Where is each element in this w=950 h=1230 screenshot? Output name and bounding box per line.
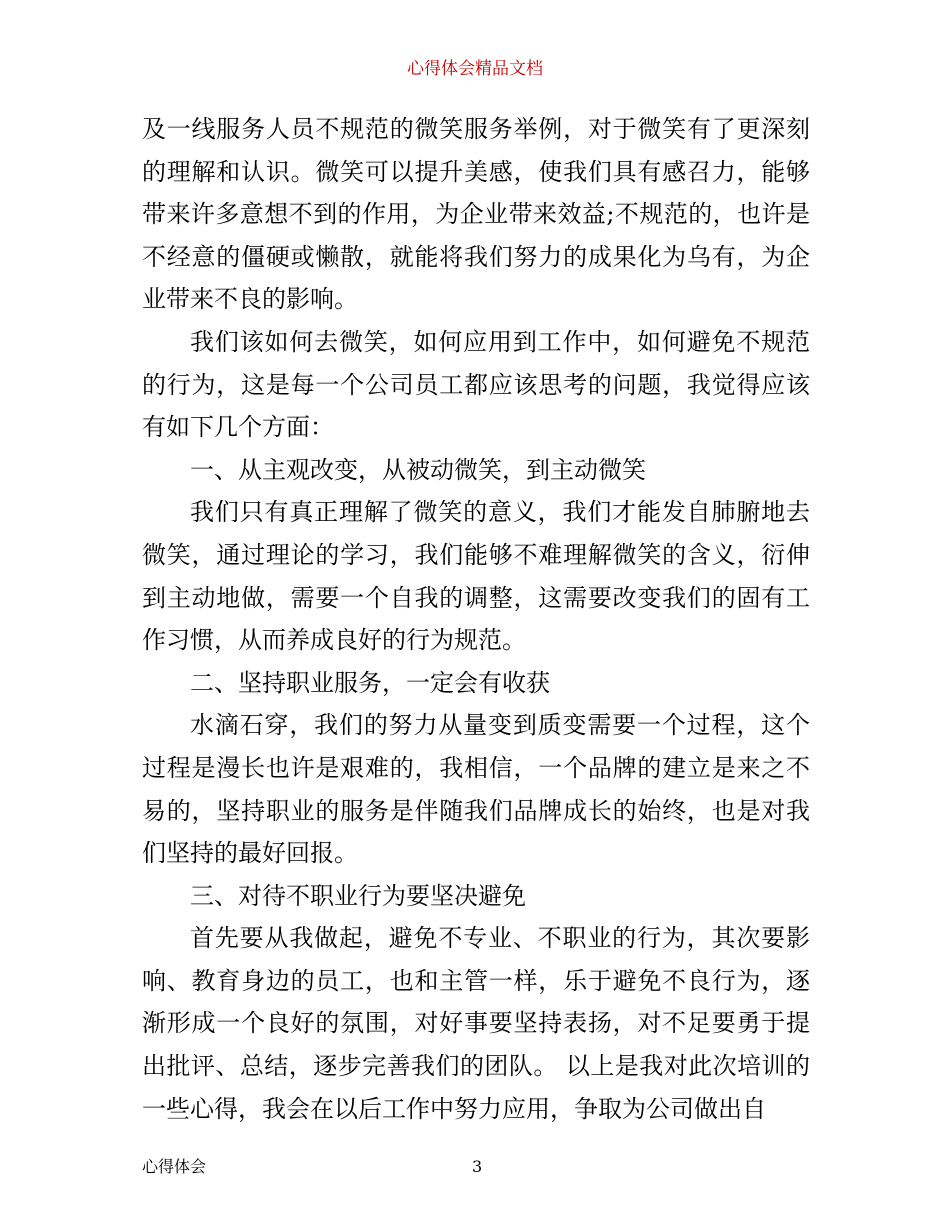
paragraph-section-3: 首先要从我做起，避免不专业、不职业的行为，其次要影响、教育身边的员工，也和主管一样，乐于避免不良行为，逐渐形成一个良好的氛围，对好事要坚持表扬，对不足要勇于提出批评、总结，逐步完善我们的团队。 以上是我对此次培训的一些心得，我会在以后工作中努力应用，争取为公司做出自 [142,924,810,1123]
footer-label: 心得体会 [142,1157,207,1176]
page-header-title: 心得体会精品文档 [407,59,543,79]
document-body [142,108,810,1130]
section-heading-2: 二、坚持职业服务，一定会有收获 [190,668,550,697]
page-number: 3 [472,1157,483,1176]
page-footer [142,1156,810,1178]
paragraph-continuation: 及一线服务人员不规范的微笑服务举例，对于微笑有了更深刻的理解和认识。微笑可以提升美感，使我们具有感召力，能够带来许多意想不到的作用，为企业带来效益;不规范的，也许是不经意的僵硬或懒散，就能将我们努力的成果化为乌有，为企业带来不良的影响。 [142,115,810,314]
section-heading-3: 三、对待不职业行为要坚决避免 [190,881,526,910]
paragraph-question: 我们该如何去微笑，如何应用到工作中，如何避免不规范的行为，这是每一个公司员工都应该思考的问题，我觉得应该有如下几个方面： [142,327,810,442]
paragraph-section-1: 我们只有真正理解了微笑的意义，我们才能发自肺腑地去微笑，通过理论的学习，我们能够不难理解微笑的含义，衍伸到主动地做，需要一个自我的调整，这需要改变我们的固有工作习惯，从而养成良好的行为规范。 [142,498,810,655]
section-heading-1: 一、从主观改变，从被动微笑，到主动微笑 [190,455,646,484]
paragraph-section-2: 水滴石穿，我们的努力从量变到质变需要一个过程，这个过程是漫长也许是艰难的，我相信，一个品牌的建立是来之不易的，坚持职业的服务是伴随我们品牌成长的始终，也是对我们坚持的最好回报。 [142,711,810,868]
